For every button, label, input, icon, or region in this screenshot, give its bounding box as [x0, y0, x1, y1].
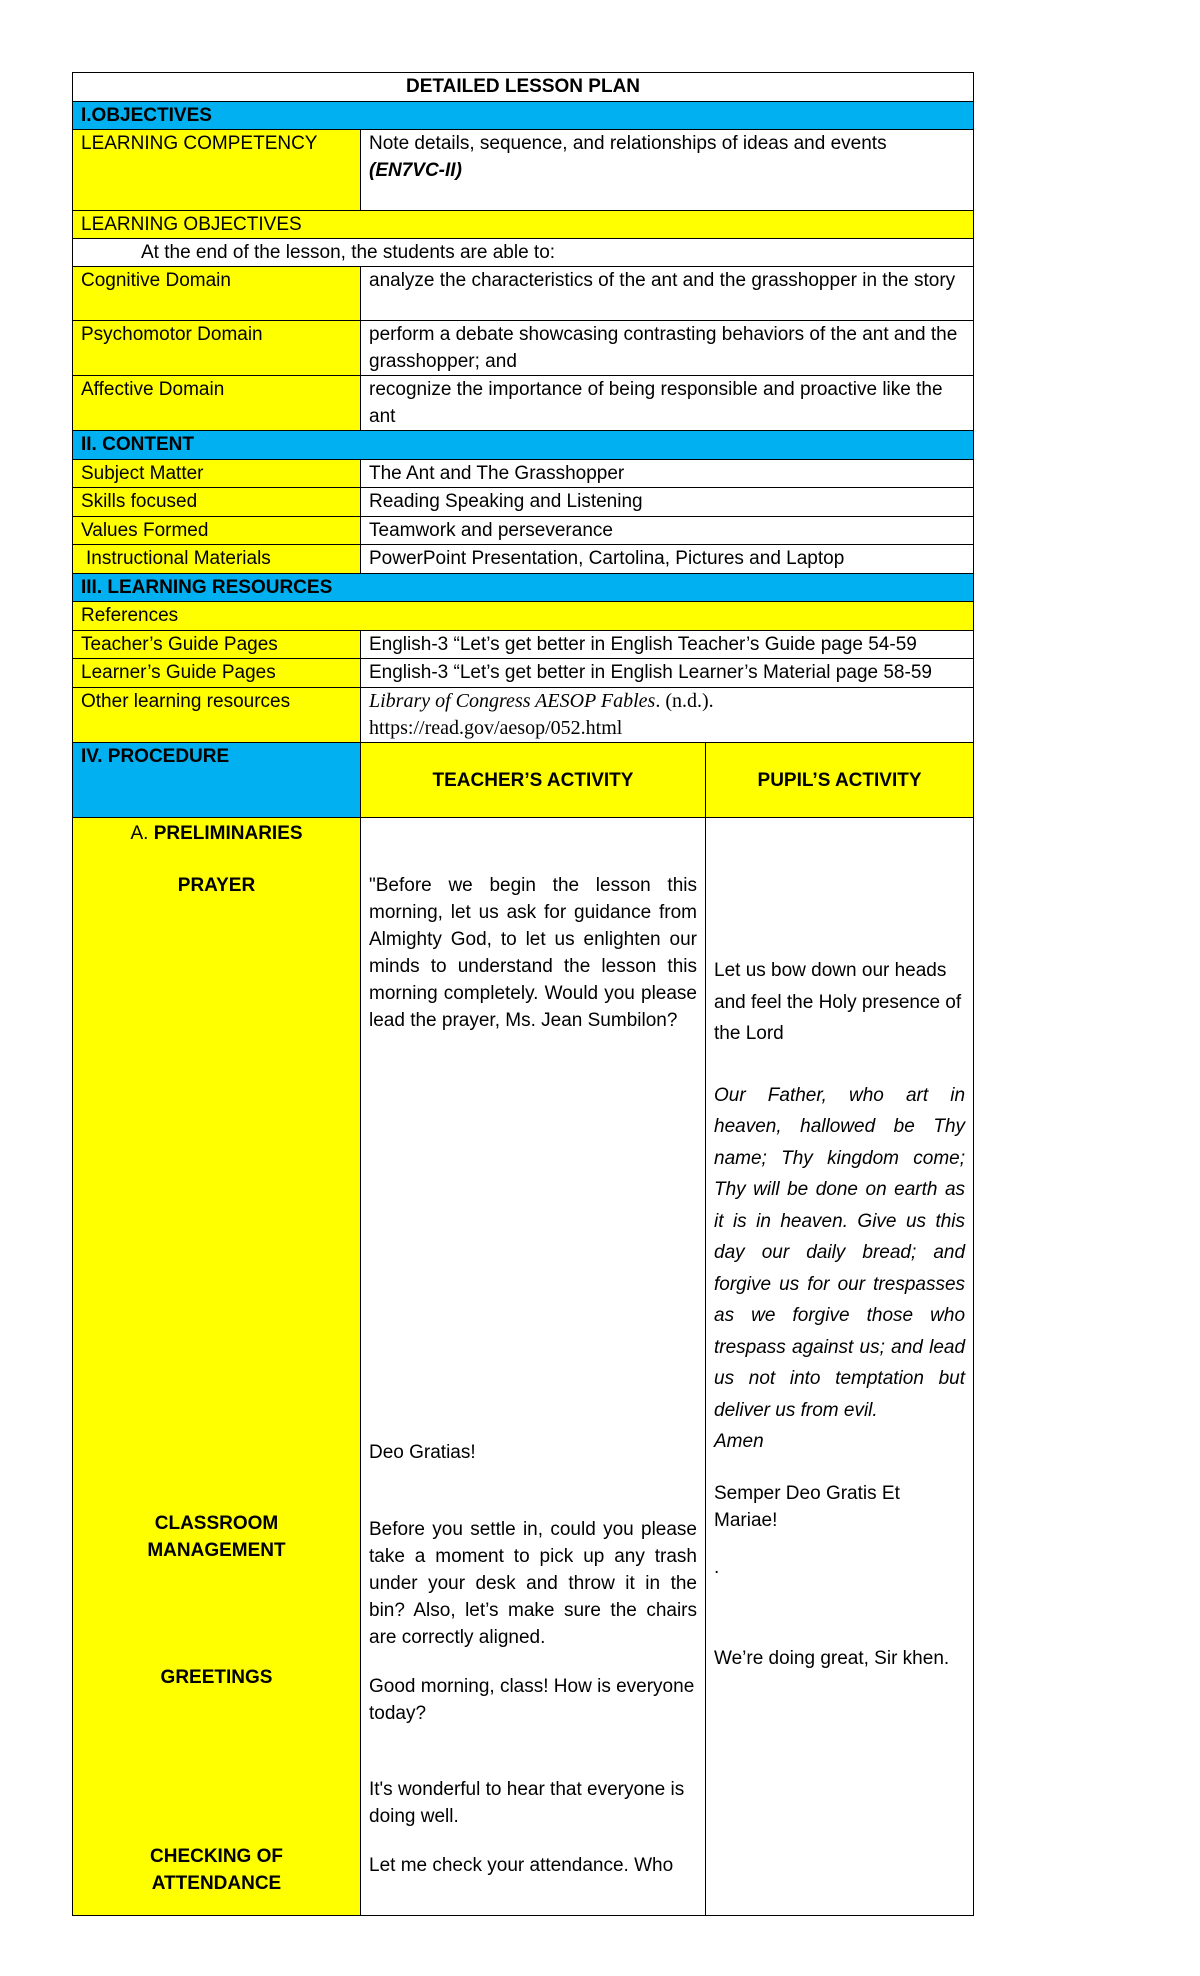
learning-objectives-label: LEARNING OBJECTIVES [73, 211, 974, 239]
subject-row [73, 460, 974, 488]
objectives-label-row [73, 211, 974, 239]
teacher-wonderful-text: It's wonderful to hear that everyone is doing well. [369, 1779, 685, 1827]
teacher-settle-text: Before you settle in, could you please take a moment to pick up any trash under your desk and throw it in the bin? Also, let’s make sure the chairs are correctly aligned. [369, 1519, 697, 1648]
values-row [73, 517, 974, 545]
content-heading-row [73, 431, 974, 460]
references-label: References [73, 602, 974, 631]
pupil-greeting-response: We’re doing great, Sir khen. [714, 1647, 950, 1669]
values-text: Teamwork and perseverance [361, 517, 974, 545]
procedure-header-row [73, 743, 974, 818]
content-heading: II. CONTENT [73, 431, 974, 460]
learner-guide-label: Learner’s Guide Pages [73, 659, 361, 688]
preliminaries-label [81, 820, 352, 847]
procedure-heading: IV. PROCEDURE [73, 743, 361, 818]
attendance-label-line1: CHECKING OF [150, 1846, 283, 1867]
psychomotor-row [73, 321, 974, 376]
objectives-intro: At the end of the lesson, the students are able to: [73, 239, 974, 267]
objectives-heading: I.OBJECTIVES [73, 102, 974, 130]
other-resources-label: Other learning resources [73, 688, 361, 743]
affective-row [73, 376, 974, 431]
cognitive-label: Cognitive Domain [73, 267, 361, 321]
prayer-label: PRAYER [177, 875, 256, 896]
skills-label: Skills focused [73, 488, 361, 517]
classroom-label-line1: CLASSROOM [154, 1513, 279, 1534]
objectives-heading-row [73, 102, 974, 130]
materials-text: PowerPoint Presentation, Cartolina, Pictures and Laptop [361, 545, 974, 574]
other-resources-date: . (n.d.). [655, 690, 714, 712]
resources-heading-row [73, 574, 974, 602]
teacher-activity-header: TEACHER’S ACTIVITY [361, 743, 706, 818]
learner-guide-row [73, 659, 974, 688]
teacher-attendance-text: Let me check your attendance. Who [369, 1855, 674, 1876]
procedure-body-row [73, 818, 974, 1916]
preliminaries-text: PRELIMINARIES [153, 823, 303, 844]
pupil-prayer-text: Our Father, who art in heaven, hallowed be Thy name; Thy kingdom come; Thy will be done on earth as it is in heaven. Give us this day our daily bread; and forgive us for our trespasses as we forgive those who trespass against us; and lead us not into temptation but deliver us from evil. [714, 1084, 966, 1421]
values-label: Values Formed [73, 517, 361, 545]
teacher-prayer-text: "Before we begin the lesson this morning, let us ask for guidance from Almighty God, to let us enlighten our minds to understand the lesson this morning completely. Would you please lead the prayer, Ms. Jean Sumbilon? [369, 875, 697, 1031]
teacher-greeting-text: Good morning, class! How is everyone today? [369, 1676, 695, 1724]
affective-text: recognize the importance of being responsible and proactive like the ant [361, 376, 974, 431]
other-resources-title: Library of Congress AESOP Fables [369, 690, 656, 712]
learner-guide-text: English-3 “Let’s get better in English Learner’s Material page 58-59 [361, 659, 974, 688]
attendance-label-line2: ATTENDANCE [151, 1873, 282, 1894]
competency-code: (EN7VC-II) [369, 160, 462, 181]
pupil-semper-text: Semper Deo Gratis Et Mariae! [714, 1482, 900, 1531]
preliminaries-prefix: A. [130, 823, 149, 844]
skills-text: Reading Speaking and Listening [361, 488, 974, 517]
teacher-deo-gratias: Deo Gratias! [369, 1442, 476, 1463]
pupil-activity-cell [706, 818, 974, 1916]
materials-label: Instructional Materials [73, 545, 361, 574]
pupil-amen: Amen [714, 1431, 764, 1452]
title-row [73, 73, 974, 102]
cognitive-text: analyze the characteristics of the ant and the grasshopper in the story [361, 267, 974, 321]
skills-row [73, 488, 974, 517]
teacher-guide-text: English-3 “Let’s get better in English Teacher’s Guide page 54-59 [361, 631, 974, 659]
psychomotor-label: Psychomotor Domain [73, 321, 361, 376]
pupil-dot: . [714, 1556, 720, 1578]
teacher-guide-row [73, 631, 974, 659]
objectives-intro-row [73, 239, 974, 267]
teacher-activity-cell [361, 818, 706, 1916]
document-title: DETAILED LESSON PLAN [73, 73, 974, 102]
classroom-label-line2: MANAGEMENT [147, 1540, 286, 1561]
resources-heading: III. LEARNING RESOURCES [73, 574, 974, 602]
competency-text: Note details, sequence, and relationships of ideas and events [369, 133, 887, 154]
materials-row [73, 545, 974, 574]
pupil-bow-text: Let us bow down our heads and feel the Holy presence of the Lord [714, 960, 962, 1044]
cognitive-row [73, 267, 974, 321]
subject-label: Subject Matter [73, 460, 361, 488]
references-row [73, 602, 974, 631]
psychomotor-text: perform a debate showcasing contrasting behaviors of the ant and the grasshopper; and [361, 321, 974, 376]
pupil-activity-header: PUPIL’S ACTIVITY [706, 743, 974, 818]
competency-row [73, 130, 974, 211]
other-resources-url: https://read.gov/aesop/052.html [369, 717, 623, 739]
greetings-label: GREETINGS [160, 1667, 273, 1688]
other-resources-row [73, 688, 974, 743]
procedure-labels-cell [73, 818, 361, 1916]
other-resources-cell [361, 688, 974, 743]
lesson-plan-table [72, 72, 974, 1916]
subject-text: The Ant and The Grasshopper [361, 460, 974, 488]
competency-cell [361, 130, 974, 211]
teacher-guide-label: Teacher’s Guide Pages [73, 631, 361, 659]
competency-label: LEARNING COMPETENCY [73, 130, 361, 211]
affective-label: Affective Domain [73, 376, 361, 431]
